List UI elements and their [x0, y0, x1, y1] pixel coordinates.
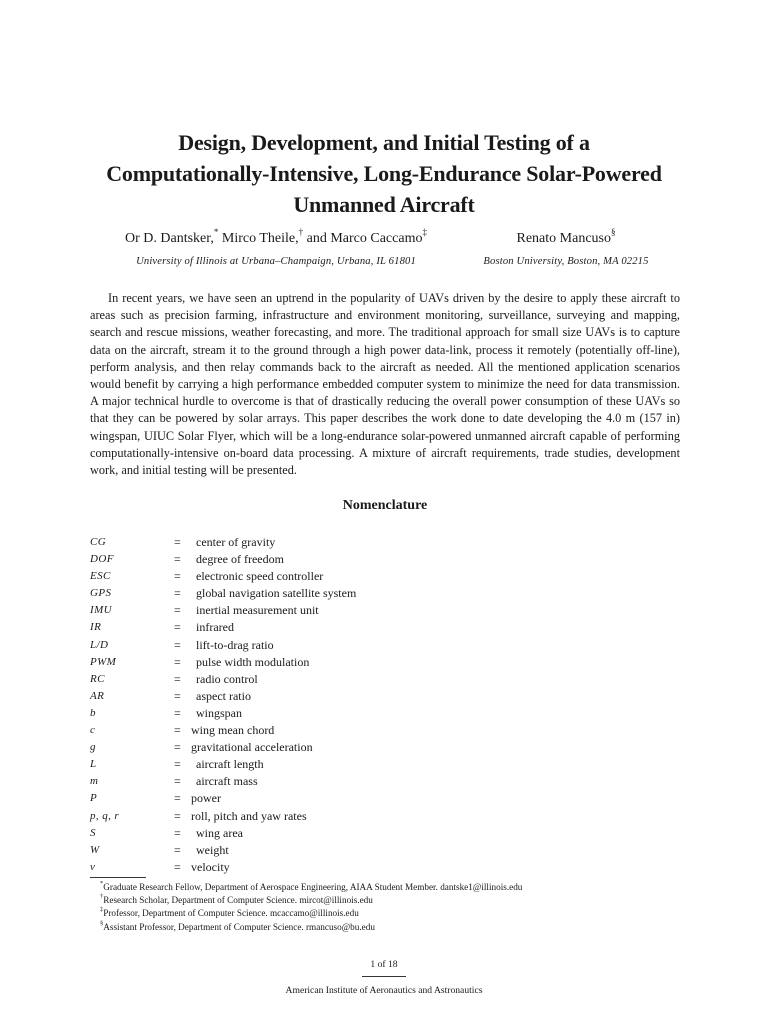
nomenclature-definition: roll, pitch and yaw rates — [191, 808, 307, 823]
nomenclature-definition: global navigation satellite system — [196, 586, 357, 601]
footnote-mark: * — [213, 227, 219, 238]
footnote-mark: † — [100, 893, 104, 901]
nomenclature-symbol: IMU — [90, 604, 112, 617]
nomenclature-equals: = — [174, 791, 181, 806]
nomenclature-definition: wing mean chord — [191, 723, 275, 738]
nomenclature-definition: aspect ratio — [196, 688, 251, 703]
nomenclature-equals: = — [174, 654, 181, 669]
nomenclature-definition: wing area — [196, 825, 243, 840]
footnote — [100, 907, 700, 920]
nomenclature-equals: = — [174, 842, 181, 857]
footer-divider — [362, 976, 406, 977]
nomenclature-equals: = — [174, 688, 181, 703]
title-line: Unmanned Aircraft — [293, 192, 475, 217]
nomenclature-symbol: L — [90, 758, 97, 771]
page-number: 1 of 18 — [370, 959, 398, 970]
footnote-text: Assistant Professor, Department of Computer Science. rmancuso@bu.edu — [103, 921, 375, 932]
footnote-divider — [90, 877, 146, 878]
nomenclature-definition: aircraft mass — [196, 774, 258, 789]
nomenclature-symbol: g — [90, 741, 96, 754]
nomenclature-definition: infrared — [196, 620, 234, 635]
nomenclature-symbol: DOF — [90, 553, 114, 566]
footnote-mark: † — [298, 227, 304, 238]
nomenclature-definition: radio control — [196, 671, 258, 686]
footnote — [100, 921, 700, 934]
nomenclature-row — [90, 585, 590, 602]
author-name: and Marco Caccamo — [303, 231, 423, 246]
nomenclature-symbol: GPS — [90, 587, 112, 600]
nomenclature-definition: center of gravity — [196, 535, 276, 549]
nomenclature-equals: = — [174, 535, 181, 549]
nomenclature-definition: aircraft length — [196, 757, 264, 772]
nomenclature-row — [90, 842, 590, 859]
nomenclature-row — [90, 756, 590, 773]
nomenclature-row — [90, 739, 590, 756]
nomenclature-equals: = — [174, 569, 181, 584]
nomenclature-symbol: W — [90, 843, 100, 856]
author-group-illinois — [100, 227, 452, 269]
author-group-boston — [456, 227, 676, 269]
author-names — [100, 227, 452, 248]
footnote — [100, 881, 700, 894]
paper-title — [60, 127, 708, 220]
nomenclature-symbol: ESC — [90, 570, 111, 583]
footnote-mark: * — [100, 879, 104, 887]
nomenclature-symbol: b — [90, 706, 96, 719]
nomenclature-row — [90, 551, 590, 568]
nomenclature-definition: velocity — [191, 859, 230, 874]
nomenclature-equals: = — [174, 620, 181, 635]
abstract-text: In recent years, we have seen an uptrend in the popularity of UAVs driven by the desire to apply these aircraft to areas such as precision farming, infrastructure and environment monitoring, surveillance, surveying and mapping, search and rescue missions, weather forecasting, and more. The traditional approach for small size UAVs is to capture data on the aircraft, stream it to the ground through a high power data-link, process it remotely (potentially off-line), perform analysis, and then relay commands back to the aircraft as needed. All the mentioned application scenarios would benefit by carrying a high performance embedded computer system to minimize the need for data transmission. A major technical hurdle to overcome is that of drastically reducing the overall power consumption of these UAVs so that they can be powered by solar arrays. This paper describes the work done to date developing the 4.0 m (157 in) wingspan, UIUC Solar Flyer, which will be a long-endurance solar-powered unmanned aircraft capable of performing computationally-intensive on-board data processing. A mixture of aircraft requirements, trade studies, development work, and initial testing will be presented. — [90, 291, 680, 478]
nomenclature-row — [90, 773, 590, 790]
footnote-mark: ‡ — [422, 227, 427, 238]
author-name: Or D. Dantsker, — [125, 231, 214, 246]
nomenclature-symbol: CG — [90, 536, 107, 548]
nomenclature-row — [90, 722, 590, 739]
nomenclature-equals: = — [174, 603, 181, 618]
nomenclature-row — [90, 637, 590, 654]
nomenclature-definition: degree of freedom — [196, 552, 284, 567]
nomenclature-equals: = — [174, 808, 181, 823]
nomenclature-equals: = — [174, 552, 181, 567]
footnote-text: Research Scholar, Department of Computer Science. mircot@illinois.edu — [103, 895, 373, 906]
nomenclature-row — [90, 654, 590, 671]
nomenclature-symbol: RC — [90, 672, 105, 685]
nomenclature-equals: = — [174, 586, 181, 601]
nomenclature-symbol: AR — [90, 689, 105, 702]
nomenclature-equals: = — [174, 671, 181, 686]
nomenclature-symbol: IR — [90, 621, 102, 634]
nomenclature-row — [90, 568, 590, 585]
nomenclature-definition: electronic speed controller — [196, 569, 324, 584]
nomenclature-row — [90, 619, 590, 636]
nomenclature-row — [90, 671, 590, 688]
footnote-mark: § — [100, 919, 104, 927]
footnotes — [100, 881, 700, 934]
nomenclature-equals: = — [174, 637, 181, 652]
author-names — [456, 227, 676, 248]
nomenclature-definition: gravitational acceleration — [191, 740, 313, 755]
footnote-mark: § — [610, 227, 616, 238]
nomenclature-symbol: PWM — [90, 655, 117, 668]
nomenclature-equals: = — [174, 757, 181, 772]
footnote-text: Graduate Research Fellow, Department of Aerospace Engineering, AIAA Student Member. dantske1@illinois.edu — [103, 882, 523, 892]
nomenclature-definition: pulse width modulation — [196, 654, 310, 669]
nomenclature-row — [90, 534, 590, 551]
footnote — [100, 894, 700, 907]
nomenclature-symbol: p, q, r — [90, 809, 120, 822]
nomenclature-equals: = — [174, 825, 181, 840]
nomenclature-row — [90, 808, 590, 825]
nomenclature-equals: = — [174, 723, 181, 738]
nomenclature-heading: Nomenclature — [342, 498, 428, 513]
abstract — [90, 290, 680, 479]
nomenclature-row — [90, 705, 590, 722]
nomenclature-equals: = — [174, 740, 181, 755]
footnote-mark: ‡ — [100, 906, 104, 914]
nomenclature-row — [90, 859, 590, 876]
author-name: Renato Mancuso — [516, 231, 611, 246]
title-line: Design, Development, and Initial Testing of a — [178, 130, 590, 155]
nomenclature-equals: = — [174, 705, 181, 720]
nomenclature-symbol: m — [90, 775, 99, 788]
nomenclature-equals: = — [174, 774, 181, 789]
nomenclature-symbol: P — [90, 792, 98, 805]
nomenclature-list — [90, 534, 590, 876]
nomenclature-equals: = — [174, 859, 181, 874]
nomenclature-definition: wingspan — [196, 705, 242, 720]
author-affiliation: Boston University, Boston, MA 02215 — [483, 256, 649, 267]
title-line: Computationally-Intensive, Long-Endurance Solar-Powered — [106, 161, 662, 186]
nomenclature-definition: lift-to-drag ratio — [196, 637, 274, 652]
author-name: Mirco Theile, — [218, 231, 299, 246]
author-affiliation: University of Illinois at Urbana–Champaign, Urbana, IL 61801 — [136, 256, 416, 267]
nomenclature-symbol: S — [90, 826, 96, 839]
footnote-text: Professor, Department of Computer Science. mcaccamo@illinois.edu — [103, 908, 359, 919]
nomenclature-row — [90, 688, 590, 705]
running-footer: American Institute of Aeronautics and Astronautics — [285, 985, 483, 996]
nomenclature-symbol: v — [90, 860, 96, 873]
nomenclature-definition: weight — [196, 842, 229, 857]
nomenclature-row — [90, 602, 590, 619]
nomenclature-symbol: L/D — [90, 638, 109, 651]
nomenclature-row — [90, 790, 590, 807]
nomenclature-definition: inertial measurement unit — [196, 603, 319, 618]
nomenclature-definition: power — [191, 791, 221, 806]
nomenclature-symbol: c — [90, 724, 96, 737]
nomenclature-row — [90, 825, 590, 842]
